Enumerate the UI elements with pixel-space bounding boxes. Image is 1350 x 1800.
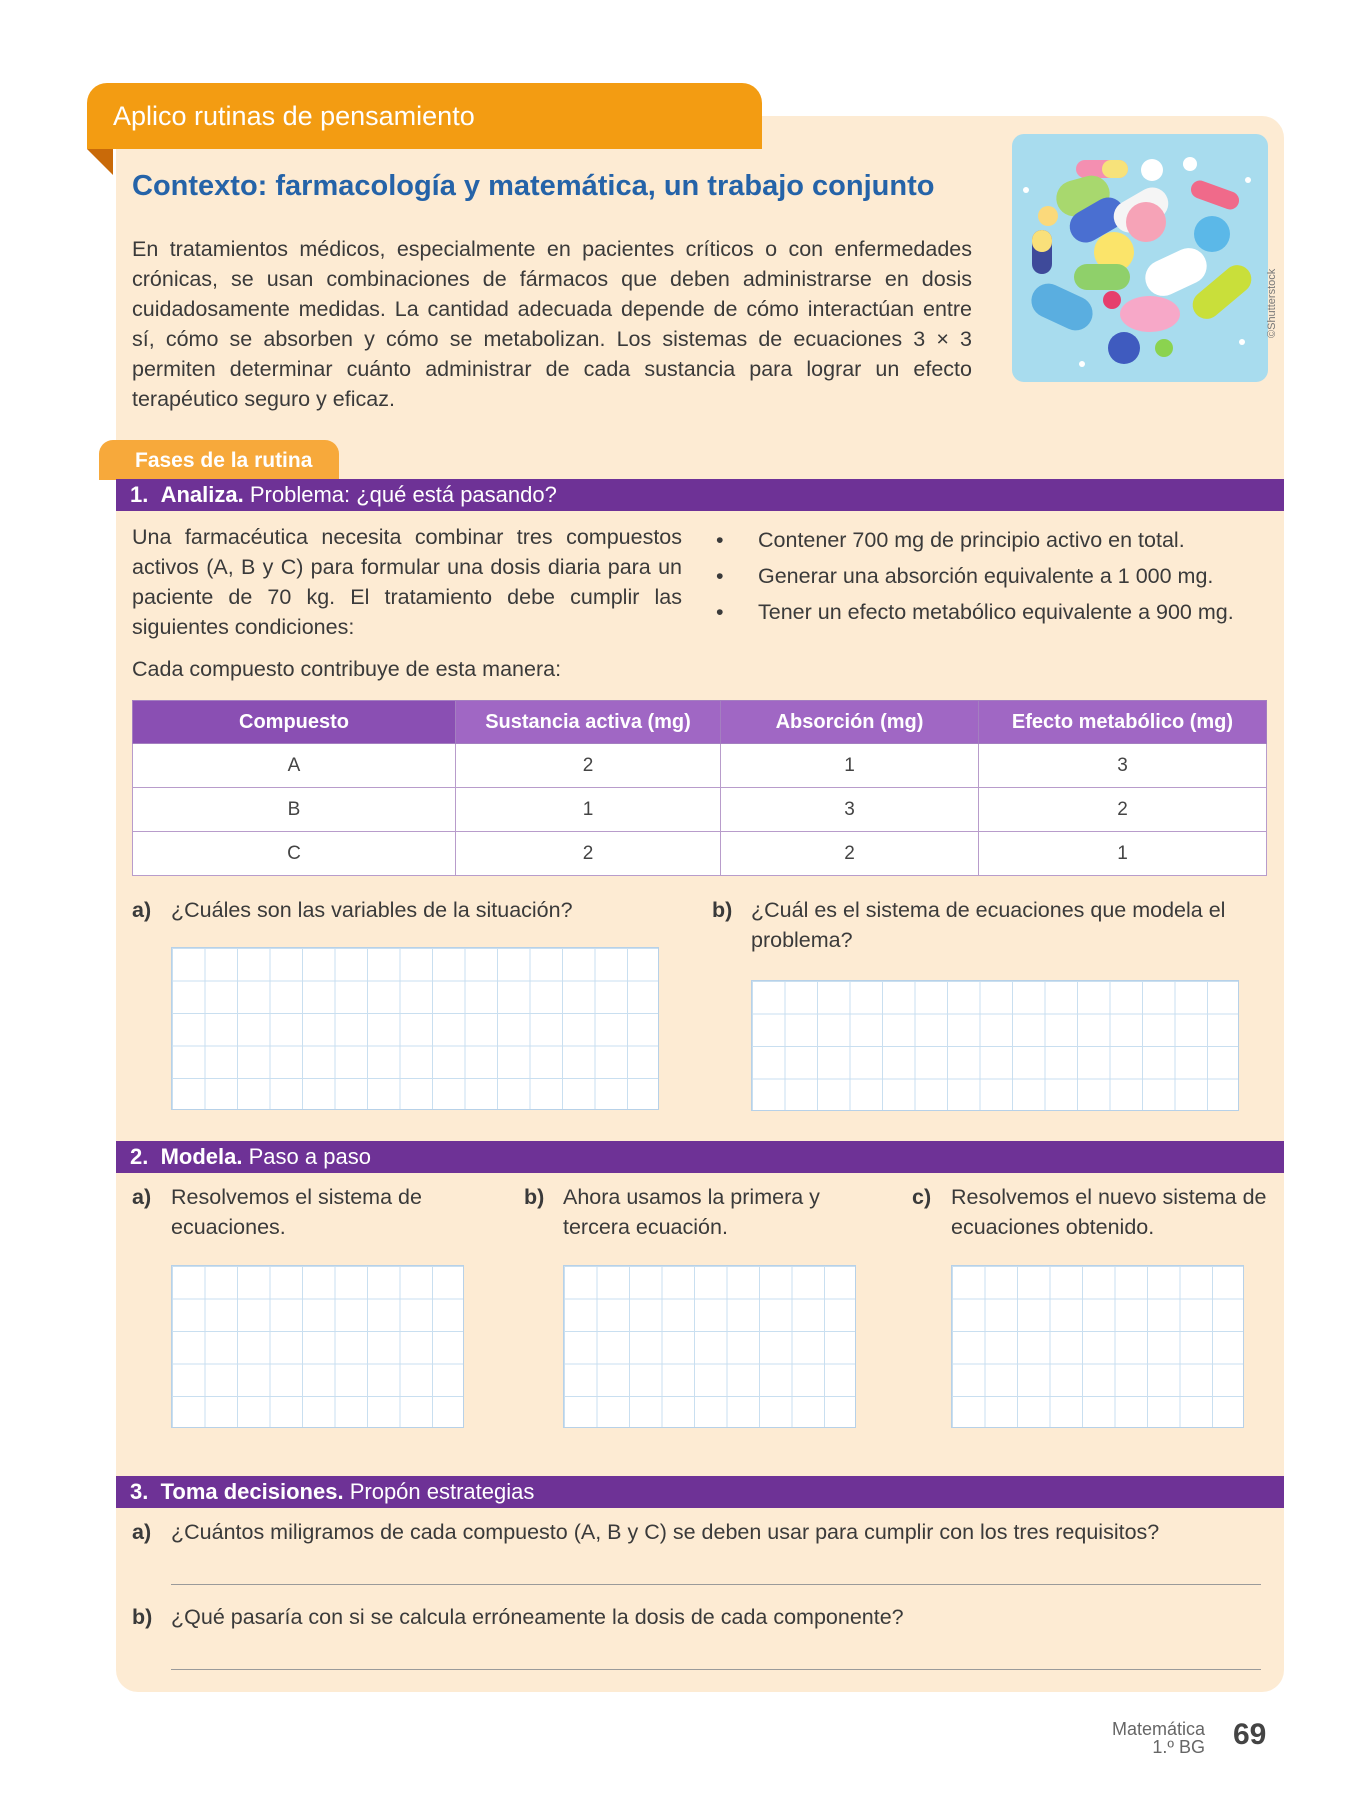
tab-fold [87,149,113,175]
condition-item: • Generar una absorción equivalente a 1 000 mg. [716,558,1234,594]
answer-grid-2b[interactable] [563,1265,856,1428]
contribution-intro: Cada compuesto contribuye de esta manera: [132,657,562,681]
table-cell: 1 [721,744,979,788]
phase1-header [116,479,1284,511]
answer-grid-2c[interactable] [951,1265,1244,1428]
phase1-subtitle: Problema: ¿qué está pasando? [249,482,557,507]
table-cell: 3 [721,788,979,832]
answer-grid-1a[interactable] [171,947,659,1110]
step-2b: b) Ahora usamos la primera y tercera ecuación. [524,1185,820,1239]
table-cell: 2 [721,832,979,876]
phase2-subtitle: Paso a paso [248,1144,371,1169]
context-paragraph: En tratamientos médicos, especialmente en pacientes críticos o con enfermedades crónicas, se usan combinaciones de fármacos que deben administrarse en dosis cuidadosamente medidas. La cantidad adecuada depende de cómo interactúan entre sí, cómo se absorben y cómo se metabolizan. Los sistemas de ecuaciones 3 × 3 permiten determinar cuánto administrar de cada sustancia para lograr un efecto terapéutico seguro y eficaz. [132,237,972,411]
question-3a: a) ¿Cuántos miligramos de cada compuesto (A, B y C) se deben usar para cumplir con los tres requisitos? [132,1520,1160,1544]
condition-item: • Contener 700 mg de principio activo en total. [716,522,1234,558]
table-cell: 2 [456,832,721,876]
step-2a: a) Resolvemos el sistema de ecuaciones. [132,1185,422,1239]
bullet-icon: • [716,564,724,588]
table-row [133,832,1267,876]
table-cell: 1 [979,832,1267,876]
context-title: Contexto: farmacología y matemática, un trabajo conjunto [132,170,935,202]
question-1a: a) ¿Cuáles son las variables de la situación? [132,898,573,922]
phase2-title: Modela. [160,1144,243,1169]
table-row [133,788,1267,832]
phase3-subtitle: Propón estrategias [349,1479,535,1504]
table-row [133,744,1267,788]
conditions-list [716,522,1234,630]
page-number: 69 [1233,1718,1267,1751]
condition-item: • Tener un efecto metabólico equivalente a 900 mg. [716,594,1234,630]
question-3b: b) ¿Qué pasaría con si se calcula erróneamente la dosis de cada componente? [132,1605,904,1629]
bullet-icon: • [716,600,724,624]
table-header: Sustancia activa (mg) [456,701,721,744]
table-cell: 3 [979,744,1267,788]
footer-subject: Matemática 1.º BG [1111,1719,1205,1757]
phase3-number: 3. [130,1479,149,1504]
step-2c: c) Resolvemos el nuevo sistema de ecuaciones obtenido. [912,1185,1267,1239]
table-cell: 2 [456,744,721,788]
table-header: Efecto metabólico (mg) [979,701,1267,744]
image-credit: ©Shutterstock [1266,268,1278,338]
answer-grid-1b[interactable] [751,980,1239,1111]
compound-table [132,700,1267,876]
section-header: Aplico rutinas de pensamiento [87,83,762,149]
phase1-number: 1. [130,482,149,507]
answer-line-3b[interactable] [171,1669,1261,1670]
pills-illustration [1012,134,1268,382]
pills-icon [1012,134,1268,382]
table-cell: B [133,788,456,832]
phase2-header [116,1141,1284,1173]
phase3-title: Toma decisiones. [160,1479,344,1504]
fases-label: Fases de la rutina [99,440,339,480]
answer-grid-2a[interactable] [171,1265,464,1428]
phase2-number: 2. [130,1144,149,1169]
question-1b: b) ¿Cuál es el sistema de ecuaciones que modela el problema? [712,898,1226,952]
table-header-row [133,701,1267,744]
phase1-title: Analiza. [160,482,244,507]
table-header: Absorción (mg) [721,701,979,744]
table-cell: A [133,744,456,788]
phase3-header [116,1476,1284,1508]
table-cell: 2 [979,788,1267,832]
table-header: Compuesto [133,701,456,744]
phase1-text: Una farmacéutica necesita combinar tres compuestos activos (A, B y C) para formular una dosis diaria para un paciente de 70 kg. El tratamiento debe cumplir las siguientes condiciones: [132,525,682,639]
table-cell: C [133,832,456,876]
answer-line-3a[interactable] [171,1584,1261,1585]
table-cell: 1 [456,788,721,832]
bullet-icon: • [716,528,724,552]
